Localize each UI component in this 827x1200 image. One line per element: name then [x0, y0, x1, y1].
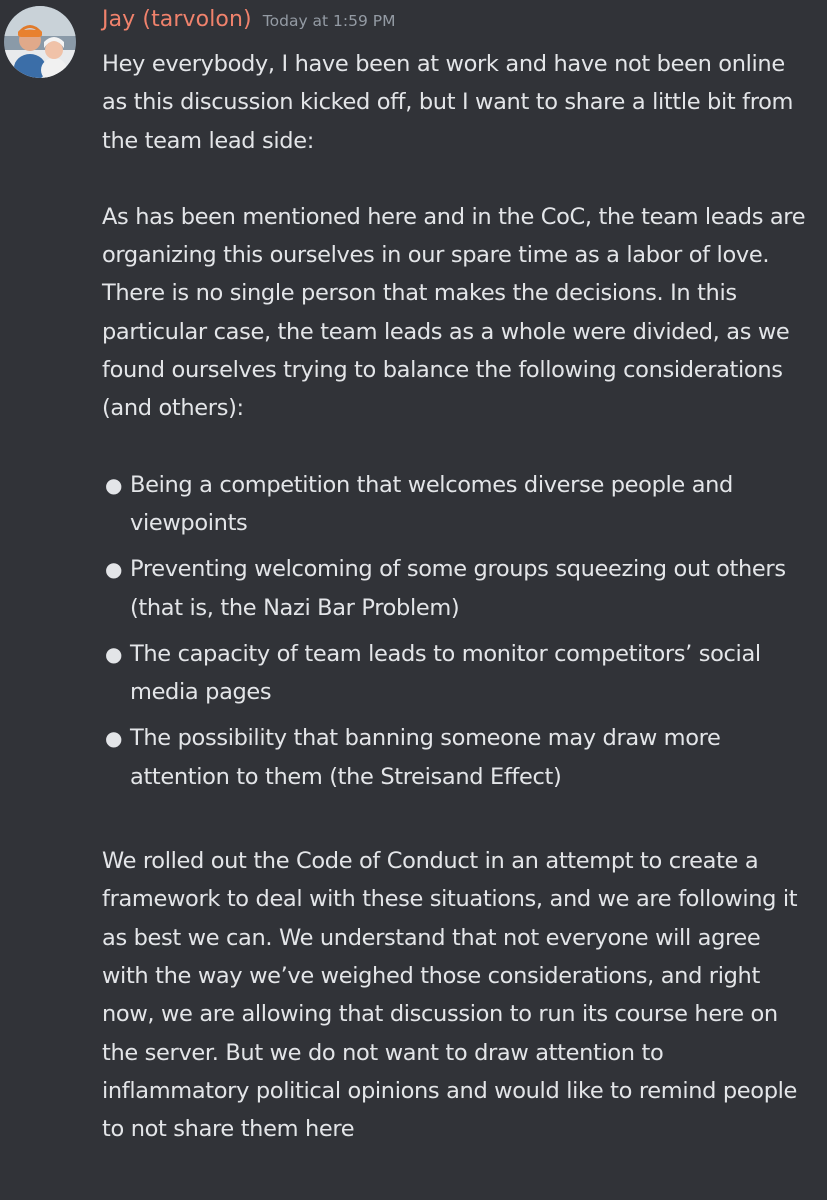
bullet-icon: ●	[105, 472, 123, 497]
bullet-icon: ●	[105, 641, 123, 666]
list-item-text: The capacity of team leads to monitor competitors’ social media pages	[130, 640, 761, 706]
paragraph-spacer	[102, 428, 807, 466]
bullet-icon: ●	[105, 726, 123, 751]
message-paragraph-intro: Hey everybody, I have been at work and have not been online as this discussion kicked off, but I want to share a little bit from the team lead side:	[102, 51, 794, 154]
message-paragraph-2: As has been mentioned here and in the CoC, the team leads are organizing this ourselves in our spare time as a labor of love. There is no single person that makes the decisions. In this particular case, the team leads as a whole were divided, as we found ourselves trying to balance the following considerations (and others):	[102, 203, 806, 422]
paragraph-spacer	[102, 160, 807, 198]
list-item	[102, 550, 790, 627]
username[interactable]: Jay (tarvolon)	[102, 7, 252, 32]
list-item	[102, 466, 790, 543]
list-item	[102, 719, 790, 796]
list-item-text: Preventing welcoming of some groups squeezing out others (that is, the Nazi Bar Problem)	[130, 556, 786, 621]
message-paragraph-closing: We rolled out the Code of Conduct in an attempt to create a framework to deal with these situations, and we are following it as best we can. We understand that not everyone will agree with the way we’ve weighed those considerations, and right now, we are allowing that discussion to run its course here on the server. But we do not want to draw attention to inflammatory political opinions and would like to remind people to not share them here	[102, 848, 798, 1143]
message-header	[102, 7, 396, 41]
paragraph-spacer	[102, 804, 807, 842]
avatar-photo-icon	[4, 6, 76, 78]
list-item	[102, 635, 790, 712]
list-item-text: Being a competition that welcomes diverse people and viewpoints	[130, 471, 733, 536]
message-content	[102, 45, 807, 1148]
user-avatar[interactable]	[4, 6, 76, 78]
considerations-list	[102, 466, 807, 796]
list-item-text: The possibility that banning someone may draw more attention to them (the Streisand Effect)	[130, 725, 721, 790]
bullet-icon: ●	[105, 557, 123, 582]
message-timestamp: Today at 1:59 PM	[262, 12, 396, 30]
